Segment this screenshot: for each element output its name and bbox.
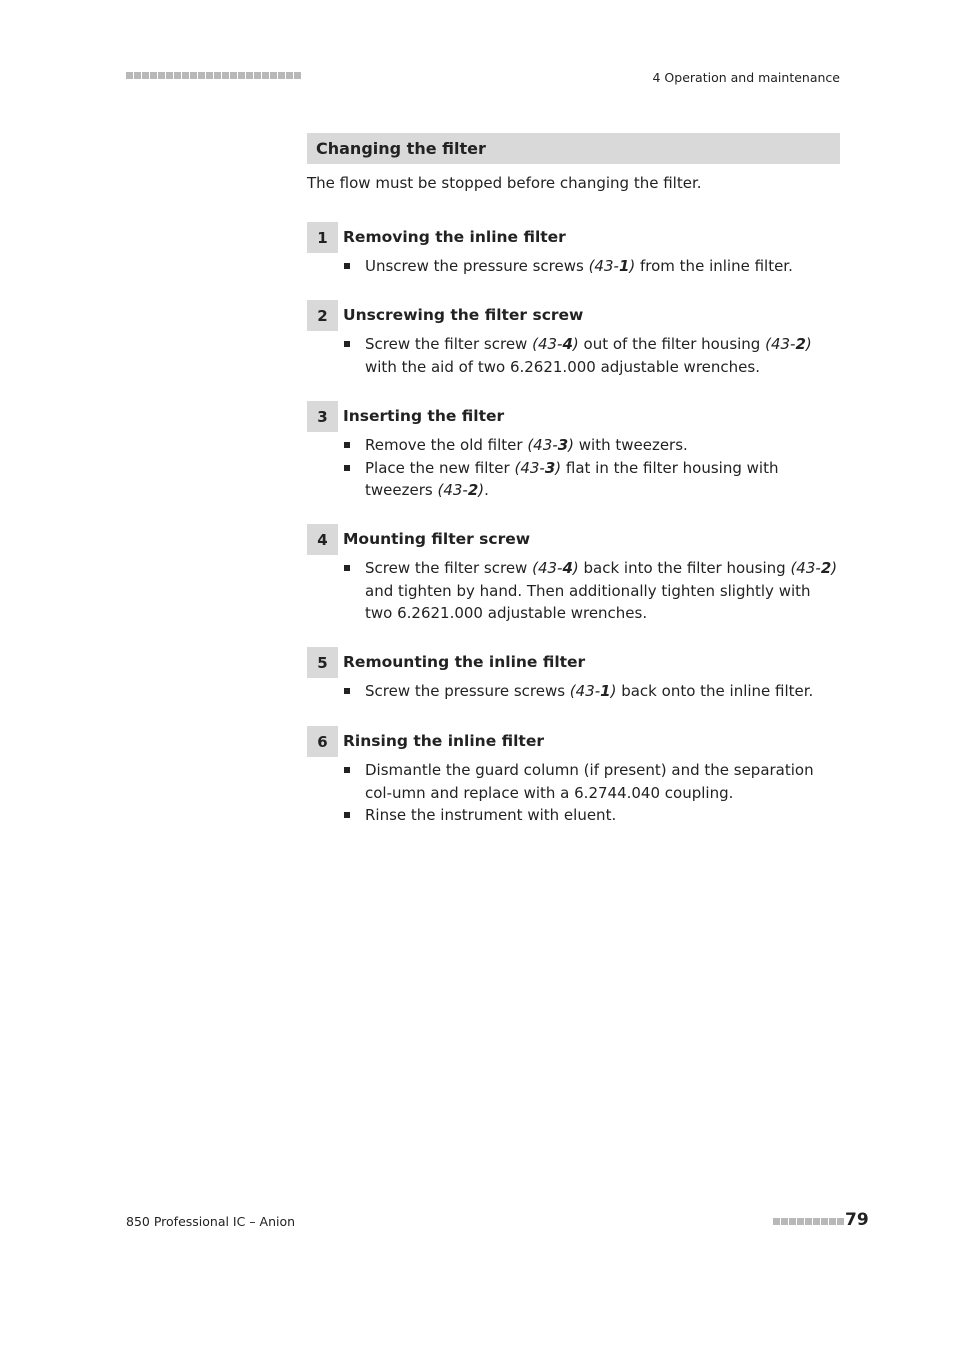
step-title: Removing the inline filter bbox=[343, 228, 566, 246]
list-item: Screw the pressure screws (43-1) back onto the inline filter. bbox=[343, 680, 840, 703]
step-number: 3 bbox=[307, 401, 338, 432]
header-chapter: 4 Operation and maintenance bbox=[652, 70, 840, 85]
bullet-icon bbox=[344, 812, 350, 818]
header-decoration bbox=[126, 72, 301, 79]
list-item: Dismantle the guard column (if present) and the separation col-umn and replace with a 6.2744.040 coupling. bbox=[343, 759, 840, 804]
section-title: Changing the filter bbox=[307, 133, 840, 164]
bullet-icon bbox=[344, 465, 350, 471]
step-title: Inserting the filter bbox=[343, 407, 505, 425]
section-intro: The flow must be stopped before changing the filter. bbox=[307, 174, 702, 192]
list-item: Screw the filter screw (43-4) back into the filter housing (43-2) and tighten by hand. Then additionally tighten slightly with two 6.2621.000 adjustable wrenches. bbox=[343, 557, 840, 625]
bullet-icon bbox=[344, 442, 350, 448]
step-title: Rinsing the inline filter bbox=[343, 732, 544, 750]
footer-decoration bbox=[773, 1218, 844, 1225]
page-number: 79 bbox=[845, 1210, 869, 1230]
bullet-icon bbox=[344, 767, 350, 773]
list-item: Screw the filter screw (43-4) out of the filter housing (43-2) with the aid of two 6.2621.000 adjustable wrenches. bbox=[343, 333, 840, 378]
bullet-icon bbox=[344, 565, 350, 571]
bullet-icon bbox=[344, 341, 350, 347]
step-title: Mounting filter screw bbox=[343, 530, 531, 548]
bullet-icon bbox=[344, 688, 350, 694]
list-item: Remove the old filter (43-3) with tweezers. bbox=[343, 434, 840, 457]
footer-product: 850 Professional IC – Anion bbox=[126, 1214, 296, 1229]
step-title: Remounting the inline filter bbox=[343, 653, 586, 671]
step-title: Unscrewing the filter screw bbox=[343, 306, 584, 324]
step-number: 4 bbox=[307, 524, 338, 555]
step-number: 1 bbox=[307, 222, 338, 253]
bullet-icon bbox=[344, 263, 350, 269]
step-number: 6 bbox=[307, 726, 338, 757]
step-number: 5 bbox=[307, 647, 338, 678]
list-item: Unscrew the pressure screws (43-1) from the inline filter. bbox=[343, 255, 840, 278]
list-item: Place the new filter (43-3) flat in the filter housing with tweezers (43-2). bbox=[343, 457, 840, 502]
list-item: Rinse the instrument with eluent. bbox=[343, 804, 840, 827]
step-number: 2 bbox=[307, 300, 338, 331]
